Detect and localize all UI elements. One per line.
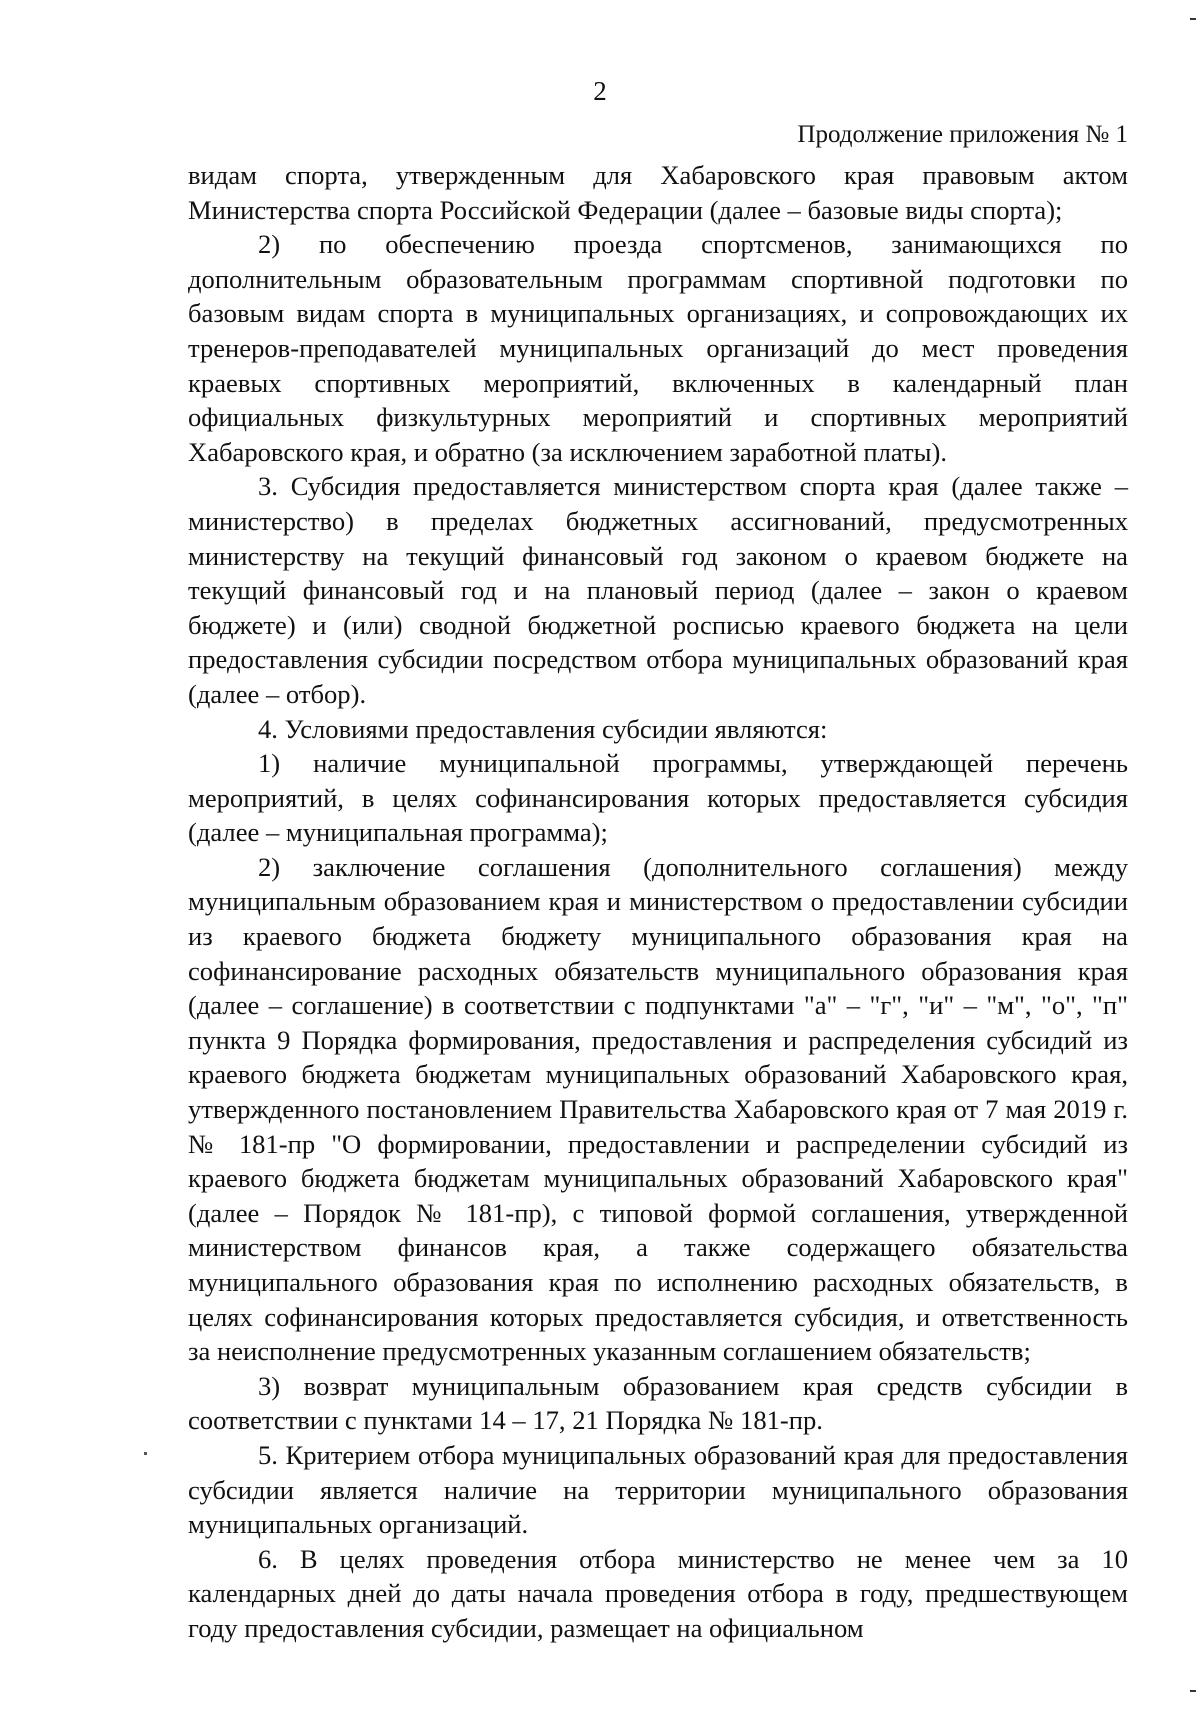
paragraph-condition-2: 2) заключение соглашения (дополнительного соглашения) между муниципальным образованием края и министерством о предоставлении субсидии из краевого бюджета бюджету муниципального образования края на софинансирование расходных обязательств муниципального образования края (далее – соглашение) в соответствии с подпунктами "а" – "г", "и" – "м", "о", "п" пункта 9 Порядка формирования, предоставления и распределения субсидий из краевого бюджета бюджетам муниципальных образований Хабаровского края, утвержденного постановлением Правительства Хабаровского края от 7 мая 2019 г. № 181-пр "О формировании, предоставлении и распределении субсидий из краевого бюджета бюджетам муниципальных образований Хабаровского края" (далее – Порядок № 181-пр), с типовой формой соглашения, утвержденной министерством финансов края, а также содержащего обязательства муниципального образования края по исполнению расходных обязательств, в целях софинансирования которых предоставляется субсидия, и ответственность за неисполнение предусмотренных указанным соглашением обязательств; — [188, 851, 1128, 1367]
paragraph-condition-3: 3) возврат муниципальным образованием края средств субсидии в соответствии с пунктами 14 – 17, 21 Порядка № 181-пр. — [188, 1370, 1128, 1436]
paragraph-point-6: 6. В целях проведения отбора министерство не менее чем за 10 календарных дней до даты начала проведения отбора в году, предшествующем году предоставления субсидии, размещает на официальном — [188, 1543, 1128, 1643]
paragraph-subpoint-2: 2) по обеспечению проезда спортсменов, занимающихся по дополнительным образовательным программам спортивной подготовки по базовым видам спорта в муниципальных организациях, и сопровождающих их тренеров-преподавателей муниципальных организаций до мест проведения краевых спортивных мероприятий, включенных в календарный план официальных физкультурных мероприятий и спортивных мероприятий Хабаровского края, и обратно (за исключением заработной платы). — [188, 229, 1128, 467]
paragraph-condition-1: 1) наличие муниципальной программы, утверждающей перечень мероприятий, в целях софинансирования которых предоставляется субсидия (далее – муниципальная программа); — [188, 748, 1128, 848]
page-number: 2 — [593, 76, 607, 106]
scan-edge-mark — [1190, 1690, 1196, 1692]
scan-speck — [144, 1452, 147, 1455]
paragraph-point-5: 5. Критерием отбора муниципальных образований края для предоставления субсидии является наличие на территории муниципального образования муниципальных организаций. — [188, 1439, 1128, 1540]
appendix-continuation-note: Продолжение приложения № 1 — [797, 121, 1128, 148]
document-body — [188, 158, 1128, 1646]
paragraph-point-3: 3. Субсидия предоставляется министерством спорта края (далее также – министерство) в пределах бюджетных ассигнований, предусмотренных министерству на текущий финансовый год законом о краевом бюджете на текущий финансовый год и на плановый период (далее – закон о краевом бюджете) и (или) сводной бюджетной росписью краевого бюджета на цели предоставления субсидии посредством отбора муниципальных образований края (далее – отбор). — [188, 471, 1128, 709]
scan-edge-mark — [1190, 18, 1196, 20]
paragraph-continuation: видам спорта, утвержденным для Хабаровского края правовым актом Министерства спорта Российской Федерации (далее – базовые виды спорта); — [188, 160, 1128, 225]
paragraph-point-4: 4. Условиями предоставления субсидии являются: — [258, 713, 828, 744]
